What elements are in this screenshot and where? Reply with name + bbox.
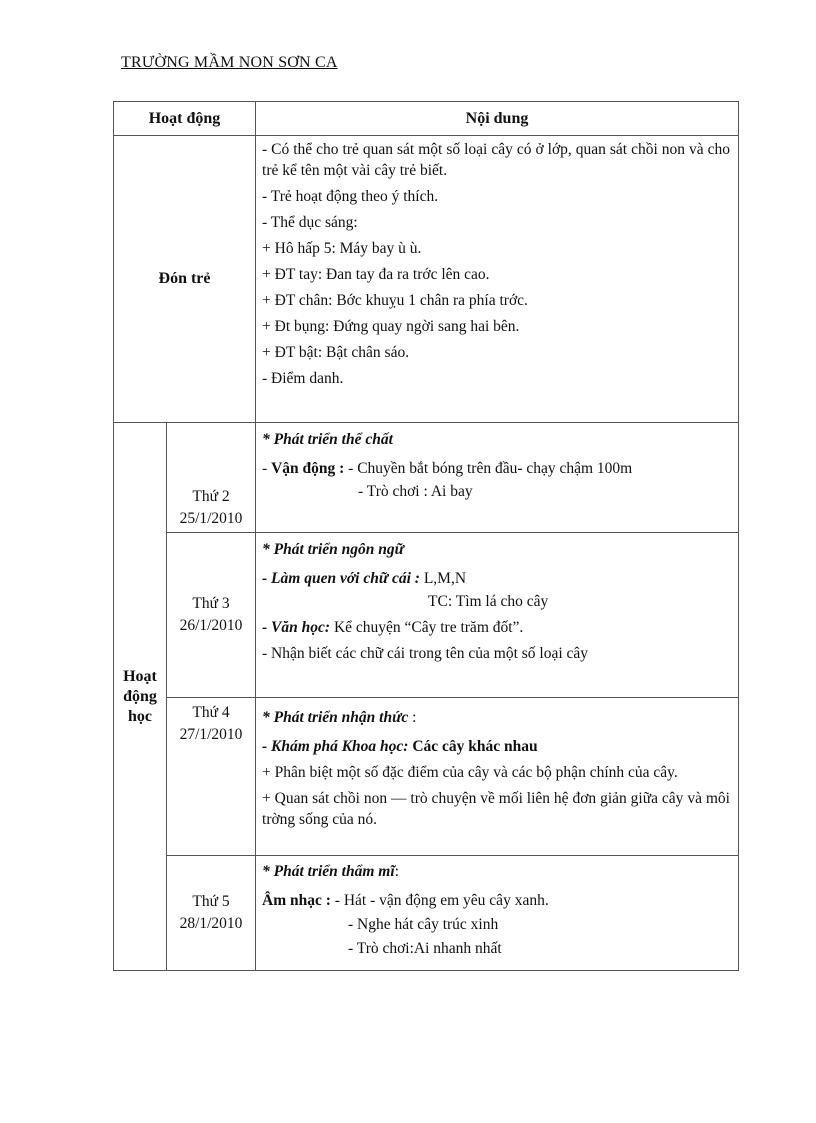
day-date: 28/1/2010 xyxy=(179,915,243,932)
welcome-line: - Trẻ hoạt động theo ý thích. xyxy=(262,188,439,205)
day-row-monday xyxy=(114,423,739,533)
content-prefix: - xyxy=(262,460,272,477)
content-line xyxy=(262,861,730,882)
domain-heading: * Phát triển ngôn ngữ xyxy=(262,541,404,558)
day-name: Thứ 5 xyxy=(192,893,230,910)
day-content xyxy=(256,856,739,971)
activity-plan-table xyxy=(113,101,739,971)
school-name: TRƯỜNG MẦM NON SƠN CA xyxy=(121,54,338,71)
day-cell xyxy=(167,423,256,533)
welcome-line: + ĐT chân: Bớc khuỵu 1 chân ra phía trớc. xyxy=(262,292,528,309)
day-cell xyxy=(167,698,256,856)
day-date: 27/1/2010 xyxy=(179,726,243,743)
day-date: 25/1/2010 xyxy=(179,510,243,527)
header-content: Nội dung xyxy=(256,102,739,136)
content-line xyxy=(262,707,730,728)
content-line: - Trò chơi:Ai nhanh nhất xyxy=(348,940,502,957)
content-text: - Hát - vận động em yêu cây xanh. xyxy=(330,892,549,909)
content-text: - Chuyền bắt bóng trên đầu- chạy chậm 100m xyxy=(344,460,633,477)
day-content xyxy=(256,698,739,856)
welcome-line: - Thể dục sáng: xyxy=(262,214,358,231)
table-header-row xyxy=(114,102,739,136)
day-row-thursday xyxy=(114,856,739,971)
content-line: + Phân biệt một số đặc điểm của cây và các bộ phận chính của cây. xyxy=(262,764,678,781)
day-name: Thứ 2 xyxy=(192,488,230,505)
content-text: Kể chuyện “Cây tre trăm đốt”. xyxy=(330,619,524,636)
content-line: + Quan sát chồi non — trò chuyện về mối liên hệ đơn giản giữa cây và môi trờng sống của nó. xyxy=(262,790,730,828)
content-line xyxy=(262,568,730,589)
welcome-content xyxy=(256,136,739,423)
day-name: Thứ 4 xyxy=(192,704,230,721)
content-line xyxy=(262,890,730,911)
content-line xyxy=(262,736,730,757)
welcome-line: + ĐT bật: Bật chân sáo. xyxy=(262,344,410,361)
day-content xyxy=(256,533,739,698)
day-cell xyxy=(167,856,256,971)
domain-heading: * Phát triển nhận thức xyxy=(262,709,409,726)
domain-heading: * Phát triển thể chất xyxy=(262,431,393,448)
heading-suffix: : xyxy=(394,863,399,880)
content-line: TC: Tìm lá cho cây xyxy=(428,593,549,610)
welcome-line: + Đt bụng: Đứng quay ngời sang hai bên. xyxy=(262,318,520,335)
welcome-row xyxy=(114,136,739,423)
day-row-tuesday xyxy=(114,533,739,698)
content-text: L,M,N xyxy=(419,570,467,587)
day-cell xyxy=(167,533,256,698)
welcome-line: - Có thể cho trẻ quan sát một số loại cây có ở lớp, quan sát chồi non và cho trẻ kể tên một vài cây trẻ biết. xyxy=(262,141,730,179)
domain-heading: * Phát triển thẩm mĩ xyxy=(262,863,395,880)
day-content xyxy=(256,423,739,533)
subject-label: - Văn học: xyxy=(262,619,331,636)
content-line: - Trò chơi : Ai bay xyxy=(358,483,473,500)
day-name: Thứ 3 xyxy=(192,595,230,612)
welcome-line: - Điểm danh. xyxy=(262,370,344,387)
content-line: - Nghe hát cây trúc xinh xyxy=(348,916,499,933)
welcome-line: + ĐT tay: Đan tay đa ra trớc lên cao. xyxy=(262,266,490,283)
subject-label: Âm nhạc : xyxy=(262,892,331,909)
content-line xyxy=(262,617,730,638)
heading-suffix: : xyxy=(408,709,417,726)
learning-label-line: động xyxy=(123,687,157,705)
day-row-wednesday xyxy=(114,698,739,856)
header-activity: Hoạt động xyxy=(114,102,256,136)
content-line: - Nhận biết các chữ cái trong tên của một số loại cây xyxy=(262,645,589,662)
subject-label: Vận động : xyxy=(271,460,345,477)
subject-label: - Làm quen với chữ cái : xyxy=(262,570,420,587)
subject-label: - Khám phá Khoa học: xyxy=(262,738,409,755)
welcome-line: + Hô hấp 5: Máy bay ù ù. xyxy=(262,240,422,257)
welcome-label: Đón trẻ xyxy=(114,136,256,423)
learning-label-line: học xyxy=(128,707,152,725)
content-line xyxy=(262,458,730,479)
day-date: 26/1/2010 xyxy=(179,617,243,634)
topic-title: Các cây khác nhau xyxy=(408,738,538,755)
learning-label-line: Hoạt xyxy=(123,667,157,685)
learning-label xyxy=(114,423,167,971)
